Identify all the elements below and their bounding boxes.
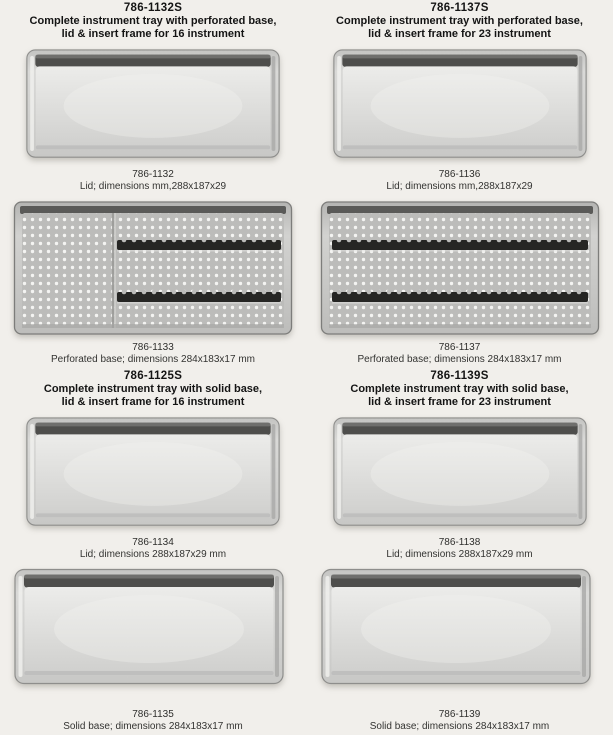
lid-photo-figure bbox=[306, 410, 613, 534]
base-caption-block bbox=[0, 706, 306, 735]
product-description-line2: lid & insert frame for 16 instrument bbox=[61, 396, 245, 408]
product-header bbox=[0, 0, 306, 42]
lid-caption: Lid; dimensions 288x187x29 mm bbox=[386, 548, 533, 560]
lid-code: 786-1132 bbox=[132, 169, 174, 181]
lid-caption-block bbox=[306, 534, 613, 567]
base-photo-figure bbox=[306, 567, 613, 706]
lid-caption: Lid; dimensions mm,288x187x29 bbox=[79, 181, 227, 193]
base-photo-figure bbox=[0, 567, 306, 706]
base-caption: Solid base; dimensions 284x183x17 mm bbox=[63, 720, 243, 732]
lid-tray-photo bbox=[332, 44, 588, 164]
lid-tray-photo bbox=[332, 412, 588, 532]
lid-code: 786-1136 bbox=[438, 169, 481, 181]
product-description-line1: Complete instrument tray with solid base, bbox=[43, 383, 263, 395]
base-caption: Perforated base; dimensions 284x183x17 mm bbox=[357, 353, 562, 365]
product-header bbox=[0, 368, 306, 410]
lid-code: 786-1134 bbox=[132, 536, 174, 548]
solid-base-photo bbox=[11, 567, 295, 705]
lid-caption-block bbox=[0, 166, 306, 199]
base-caption: Solid base; dimensions 284x183x17 mm bbox=[369, 720, 550, 732]
base-photo-figure bbox=[0, 200, 306, 339]
perforated-base-photo bbox=[11, 200, 295, 338]
base-code: 786-1135 bbox=[132, 708, 174, 720]
lid-tray-photo bbox=[25, 44, 281, 164]
base-caption-block bbox=[306, 339, 613, 368]
lid-caption-block bbox=[0, 534, 306, 567]
product-description-line1: Complete instrument tray with perforated base, bbox=[29, 15, 277, 27]
base-code: 786-1137 bbox=[438, 341, 481, 353]
product-description-line1: Complete instrument tray with solid base, bbox=[350, 383, 569, 395]
lid-photo-figure bbox=[0, 410, 306, 534]
product-group-786-1132S bbox=[0, 0, 306, 368]
perforated-base-photo bbox=[318, 200, 602, 338]
product-header bbox=[306, 368, 613, 410]
base-code: 786-1133 bbox=[132, 341, 174, 353]
product-description-line2: lid & insert frame for 16 instrument bbox=[61, 28, 245, 40]
product-group-786-1125S bbox=[0, 368, 306, 735]
lid-caption: Lid; dimensions mm,288x187x29 bbox=[386, 181, 533, 193]
product-group-786-1139S bbox=[306, 368, 613, 735]
base-code: 786-1139 bbox=[438, 708, 481, 720]
solid-base-photo bbox=[318, 567, 602, 705]
product-description-line1: Complete instrument tray with perforated base, bbox=[336, 15, 583, 27]
product-code: 786-1139S bbox=[430, 370, 489, 382]
lid-caption-block bbox=[306, 166, 613, 199]
base-caption-block bbox=[0, 339, 306, 368]
product-group-786-1137S bbox=[306, 0, 613, 368]
lid-caption: Lid; dimensions 288x187x29 mm bbox=[79, 548, 227, 560]
lid-photo-figure bbox=[306, 42, 613, 166]
base-photo-figure bbox=[306, 200, 613, 339]
base-caption-block bbox=[306, 706, 613, 735]
lid-code: 786-1138 bbox=[438, 536, 481, 548]
product-description-line2: lid & insert frame for 23 instrument bbox=[368, 396, 551, 408]
product-description-line2: lid & insert frame for 23 instrument bbox=[368, 28, 551, 40]
product-code: 786-1125S bbox=[123, 370, 183, 382]
product-header bbox=[306, 0, 613, 42]
base-caption: Perforated base; dimensions 284x183x17 mm bbox=[50, 353, 255, 365]
product-code: 786-1137S bbox=[430, 2, 489, 14]
lid-photo-figure bbox=[0, 42, 306, 166]
product-code: 786-1132S bbox=[123, 2, 183, 14]
lid-tray-photo bbox=[25, 412, 281, 532]
